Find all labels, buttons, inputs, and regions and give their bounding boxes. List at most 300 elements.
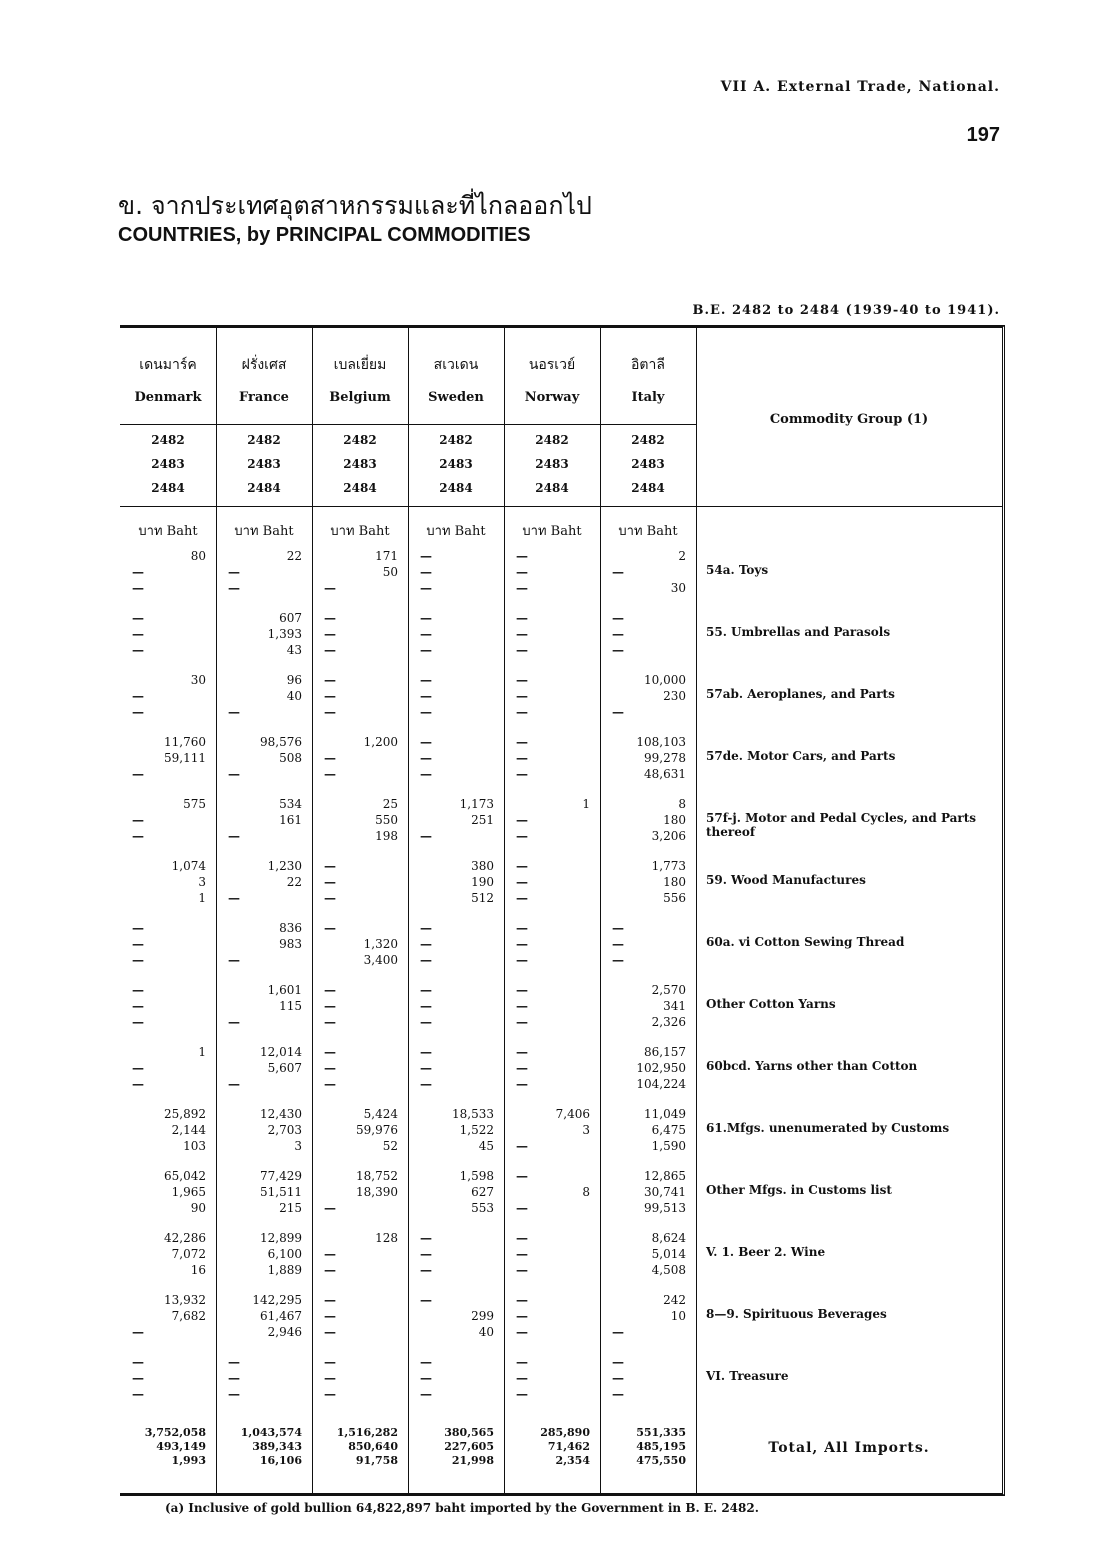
table-cell xyxy=(312,1106,408,1160)
cell-value: — xyxy=(324,643,336,657)
cell-value: 1,393 xyxy=(267,627,302,641)
cell-value: — xyxy=(132,565,144,579)
table-cell xyxy=(312,1354,408,1408)
trade-table xyxy=(120,325,1005,1496)
cell-value: 4,508 xyxy=(651,1263,686,1277)
cell-value: 77,429 xyxy=(260,1169,302,1183)
table-cell xyxy=(600,796,696,850)
cell-value: — xyxy=(132,1355,144,1369)
cell-value: 6,100 xyxy=(267,1247,302,1261)
cell-value: 2,946 xyxy=(267,1325,302,1339)
cell-value: 1,601 xyxy=(267,983,302,997)
cell-value: 5,424 xyxy=(363,1107,398,1121)
total-cell xyxy=(408,1426,504,1468)
cell-value: — xyxy=(420,767,432,781)
table-cell xyxy=(216,1292,312,1346)
cell-value: — xyxy=(612,1355,624,1369)
year-label: 2484 xyxy=(631,481,665,495)
table-cell xyxy=(216,1044,312,1098)
table-cell xyxy=(504,1044,600,1098)
cell-value: 30 xyxy=(190,673,206,687)
cell-value: 98,576 xyxy=(260,735,302,749)
cell-value: 12,430 xyxy=(260,1107,302,1121)
cell-value: 2,570 xyxy=(651,983,686,997)
cell-value: — xyxy=(516,1201,528,1215)
cell-value: 99,278 xyxy=(644,751,686,765)
cell-value: 10,000 xyxy=(644,673,686,687)
cell-value: — xyxy=(516,875,528,889)
cell-value: — xyxy=(132,1015,144,1029)
cell-value: — xyxy=(420,1061,432,1075)
cell-value: — xyxy=(420,1015,432,1029)
table-cell xyxy=(216,734,312,788)
cell-value: — xyxy=(420,937,432,951)
country-name-thai: ฝรั่งเศส xyxy=(241,357,287,373)
column-divider xyxy=(696,328,697,1493)
cell-value: — xyxy=(324,1355,336,1369)
table-cell xyxy=(408,920,504,974)
cell-value: — xyxy=(420,829,432,843)
cell-value: 556 xyxy=(663,891,686,905)
cell-value: — xyxy=(516,1061,528,1075)
total-value: 493,149 xyxy=(156,1440,206,1453)
commodity-label: 55. Umbrellas and Parasols xyxy=(706,625,891,639)
table-cell xyxy=(600,1168,696,1222)
cell-value: 242 xyxy=(663,1293,686,1307)
country-name-english: Belgium xyxy=(329,390,391,405)
cell-value: — xyxy=(228,1371,240,1385)
cell-value: 59,111 xyxy=(164,751,206,765)
cell-value: 30,741 xyxy=(644,1185,686,1199)
page-number: 197 xyxy=(966,124,1000,146)
cell-value: 161 xyxy=(279,813,302,827)
year-label: 2484 xyxy=(247,481,281,495)
total-value: 71,462 xyxy=(547,1440,590,1453)
cell-value: 3 xyxy=(198,875,206,889)
total-value: 850,640 xyxy=(348,1440,398,1453)
cell-value: — xyxy=(132,1061,144,1075)
table-cell xyxy=(504,796,600,850)
cell-value: 171 xyxy=(375,549,398,563)
table-cell xyxy=(504,920,600,974)
cell-value: — xyxy=(612,705,624,719)
table-cell xyxy=(600,920,696,974)
table-cell xyxy=(408,1354,504,1408)
table-cell xyxy=(408,610,504,664)
cell-value: — xyxy=(132,643,144,657)
year-label: 2482 xyxy=(151,433,185,447)
cell-value: — xyxy=(420,611,432,625)
cell-value: — xyxy=(132,1387,144,1401)
cell-value: — xyxy=(420,953,432,967)
cell-value: — xyxy=(516,767,528,781)
total-value: 3,752,058 xyxy=(144,1426,206,1439)
cell-value: — xyxy=(324,1263,336,1277)
table-cell xyxy=(600,548,696,602)
cell-value: — xyxy=(132,689,144,703)
cell-value: 299 xyxy=(471,1309,494,1323)
table-cell xyxy=(408,1292,504,1346)
title-english: COUNTRIES, by PRINCIPAL COMMODITIES xyxy=(118,224,531,246)
cell-value: 3,206 xyxy=(651,829,686,843)
cell-value: — xyxy=(612,953,624,967)
table-cell xyxy=(600,1292,696,1346)
cell-value: 12,014 xyxy=(260,1045,302,1059)
cell-value: — xyxy=(132,581,144,595)
cell-value: — xyxy=(516,689,528,703)
cell-value: 8 xyxy=(582,1185,590,1199)
table-cell xyxy=(600,1354,696,1408)
table-cell xyxy=(600,610,696,664)
year-label: 2483 xyxy=(631,457,665,471)
table-cell xyxy=(216,1106,312,1160)
commodity-label: 60a. vi Cotton Sewing Thread xyxy=(706,935,905,949)
table-cell xyxy=(600,1044,696,1098)
cell-value: 103 xyxy=(183,1139,206,1153)
cell-value: — xyxy=(516,1139,528,1153)
table-cell xyxy=(408,1044,504,1098)
cell-value: — xyxy=(132,921,144,935)
cell-value: 142,295 xyxy=(252,1293,302,1307)
footnote: (a) Inclusive of gold bullion 64,822,897 baht imported by the Government in B. E. 2482. xyxy=(165,1501,759,1515)
table-cell xyxy=(120,1106,216,1160)
cell-value: — xyxy=(228,891,240,905)
cell-value: 1 xyxy=(198,891,206,905)
cell-value: 7,682 xyxy=(171,1309,206,1323)
cell-value: 102,950 xyxy=(636,1061,686,1075)
unit-label: บาท Baht xyxy=(522,524,582,539)
table-cell xyxy=(312,734,408,788)
year-label: 2484 xyxy=(439,481,473,495)
header-rule-full xyxy=(120,506,1002,507)
cell-value: — xyxy=(612,937,624,951)
cell-value: 16 xyxy=(190,1263,206,1277)
cell-value: — xyxy=(228,1355,240,1369)
country-name-thai: เบลเยี่ยม xyxy=(333,357,387,373)
table-cell xyxy=(504,982,600,1036)
total-value: 16,106 xyxy=(259,1454,302,1467)
cell-value: — xyxy=(324,921,336,935)
table-cell xyxy=(600,858,696,912)
cell-value: 12,865 xyxy=(644,1169,686,1183)
total-cell xyxy=(312,1426,408,1468)
country-name-thai: เดนมาร์ค xyxy=(139,357,197,373)
commodity-label: 57f-j. Motor and Pedal Cycles, and Parts thereof xyxy=(706,811,977,839)
cell-value: 180 xyxy=(663,813,686,827)
cell-value: 59,976 xyxy=(356,1123,398,1137)
cell-value: — xyxy=(324,1061,336,1075)
cell-value: — xyxy=(324,891,336,905)
total-value: 1,516,282 xyxy=(336,1426,398,1439)
total-value: 2,354 xyxy=(555,1454,590,1467)
cell-value: 52 xyxy=(382,1139,398,1153)
cell-value: — xyxy=(324,767,336,781)
commodity-label: 57de. Motor Cars, and Parts xyxy=(706,749,896,763)
cell-value: — xyxy=(420,643,432,657)
section-header: VII A. External Trade, National. xyxy=(720,79,1000,95)
total-cell xyxy=(600,1426,696,1468)
cell-value: 1,598 xyxy=(459,1169,494,1183)
table-cell xyxy=(600,734,696,788)
year-label: 2482 xyxy=(439,433,473,447)
total-cell xyxy=(120,1426,216,1468)
cell-value: — xyxy=(612,643,624,657)
cell-value: 90 xyxy=(190,1201,206,1215)
cell-value: 51,511 xyxy=(260,1185,302,1199)
table-cell xyxy=(120,982,216,1036)
table-cell xyxy=(408,796,504,850)
commodity-label: 61.Mfgs. unenumerated by Customs xyxy=(706,1121,950,1135)
country-name-english: France xyxy=(239,390,289,405)
cell-value: — xyxy=(516,999,528,1013)
year-label: 2483 xyxy=(151,457,185,471)
cell-value: — xyxy=(516,1371,528,1385)
cell-value: — xyxy=(516,937,528,951)
table-cell xyxy=(120,796,216,850)
cell-value: 65,042 xyxy=(164,1169,206,1183)
cell-value: 512 xyxy=(471,891,494,905)
cell-value: — xyxy=(516,1355,528,1369)
table-cell xyxy=(504,1106,600,1160)
cell-value: 18,533 xyxy=(452,1107,494,1121)
table-cell xyxy=(312,1292,408,1346)
cell-value: — xyxy=(324,1325,336,1339)
commodity-label: 8—9. Spirituous Beverages xyxy=(706,1307,887,1321)
cell-value: — xyxy=(516,859,528,873)
cell-value: 1,200 xyxy=(363,735,398,749)
cell-value: 1 xyxy=(582,797,590,811)
table-cell xyxy=(312,920,408,974)
cell-value: — xyxy=(516,921,528,935)
total-value: 1,043,574 xyxy=(240,1426,302,1439)
cell-value: 25,892 xyxy=(164,1107,206,1121)
period-label: B.E. 2482 to 2484 (1939-40 to 1941). xyxy=(692,303,1000,318)
table-cell xyxy=(600,1106,696,1160)
cell-value: 3,400 xyxy=(363,953,398,967)
cell-value: 553 xyxy=(471,1201,494,1215)
table-cell xyxy=(408,982,504,1036)
cell-value: — xyxy=(420,689,432,703)
table-cell xyxy=(312,1230,408,1284)
total-value: 91,758 xyxy=(355,1454,398,1467)
table-cell xyxy=(120,1168,216,1222)
unit-label: บาท Baht xyxy=(234,524,294,539)
year-label: 2482 xyxy=(631,433,665,447)
cell-value: — xyxy=(516,891,528,905)
table-cell xyxy=(408,734,504,788)
cell-value: 11,049 xyxy=(644,1107,686,1121)
cell-value: — xyxy=(324,689,336,703)
cell-value: — xyxy=(132,937,144,951)
year-label: 2483 xyxy=(535,457,569,471)
year-label: 2482 xyxy=(247,433,281,447)
cell-value: — xyxy=(516,735,528,749)
table-cell xyxy=(120,610,216,664)
cell-value: — xyxy=(228,829,240,843)
cell-value: — xyxy=(612,627,624,641)
country-name-english: Norway xyxy=(524,390,580,405)
cell-value: 2,326 xyxy=(651,1015,686,1029)
cell-value: 8,624 xyxy=(651,1231,686,1245)
cell-value: 180 xyxy=(663,875,686,889)
cell-value: — xyxy=(516,1309,528,1323)
table-cell xyxy=(504,858,600,912)
total-cell xyxy=(504,1426,600,1468)
cell-value: — xyxy=(516,813,528,827)
table-cell xyxy=(408,858,504,912)
cell-value: 534 xyxy=(279,797,302,811)
cell-value: 1,320 xyxy=(363,937,398,951)
cell-value: — xyxy=(516,611,528,625)
cell-value: — xyxy=(612,1325,624,1339)
table-cell xyxy=(216,672,312,726)
commodity-group-header: Commodity Group (1) xyxy=(769,412,929,427)
cell-value: 96 xyxy=(286,673,302,687)
cell-value: — xyxy=(132,813,144,827)
cell-value: — xyxy=(420,1355,432,1369)
cell-value: 1 xyxy=(198,1045,206,1059)
cell-value: 1,074 xyxy=(171,859,206,873)
cell-value: — xyxy=(324,1387,336,1401)
cell-value: — xyxy=(516,1169,528,1183)
cell-value: — xyxy=(228,767,240,781)
cell-value: — xyxy=(420,1077,432,1091)
cell-value: 983 xyxy=(279,937,302,951)
cell-value: 40 xyxy=(286,689,302,703)
cell-value: 230 xyxy=(663,689,686,703)
cell-value: — xyxy=(324,875,336,889)
table-cell xyxy=(312,982,408,1036)
cell-value: 1,173 xyxy=(459,797,494,811)
cell-value: — xyxy=(516,751,528,765)
commodity-label: 60bcd. Yarns other than Cotton xyxy=(706,1059,918,1073)
cell-value: 80 xyxy=(190,549,206,563)
cell-value: — xyxy=(324,611,336,625)
cell-value: 1,773 xyxy=(651,859,686,873)
cell-value: 215 xyxy=(279,1201,302,1215)
cell-value: — xyxy=(132,611,144,625)
cell-value: — xyxy=(324,999,336,1013)
cell-value: — xyxy=(132,829,144,843)
table-cell xyxy=(600,1230,696,1284)
cell-value: — xyxy=(516,1015,528,1029)
year-label: 2483 xyxy=(343,457,377,471)
cell-value: 3 xyxy=(294,1139,302,1153)
cell-value: — xyxy=(420,1231,432,1245)
cell-value: — xyxy=(324,581,336,595)
cell-value: — xyxy=(228,1015,240,1029)
cell-value: — xyxy=(324,1293,336,1307)
cell-value: — xyxy=(132,705,144,719)
cell-value: — xyxy=(228,705,240,719)
cell-value: 380 xyxy=(471,859,494,873)
cell-value: 43 xyxy=(286,643,302,657)
table-cell xyxy=(504,548,600,602)
year-label: 2482 xyxy=(535,433,569,447)
cell-value: 6,475 xyxy=(651,1123,686,1137)
cell-value: 1,590 xyxy=(651,1139,686,1153)
commodity-label: Other Mfgs. in Customs list xyxy=(706,1183,892,1197)
table-cell xyxy=(216,1168,312,1222)
cell-value: — xyxy=(324,705,336,719)
table-cell xyxy=(216,610,312,664)
unit-label: บาท Baht xyxy=(618,524,678,539)
cell-value: — xyxy=(420,549,432,563)
table-cell xyxy=(216,982,312,1036)
table-cell xyxy=(120,920,216,974)
table-cell xyxy=(120,858,216,912)
cell-value: — xyxy=(516,627,528,641)
year-label: 2483 xyxy=(439,457,473,471)
cell-value: — xyxy=(516,1247,528,1261)
year-label: 2484 xyxy=(535,481,569,495)
table-cell xyxy=(504,610,600,664)
commodity-label: VI. Treasure xyxy=(706,1369,789,1383)
cell-value: — xyxy=(324,983,336,997)
table-cell xyxy=(600,982,696,1036)
total-value: 475,550 xyxy=(636,1454,686,1467)
cell-value: — xyxy=(516,1387,528,1401)
cell-value: — xyxy=(132,767,144,781)
total-value: 285,890 xyxy=(540,1426,590,1439)
table-cell xyxy=(216,796,312,850)
cell-value: 61,467 xyxy=(260,1309,302,1323)
total-value: 21,998 xyxy=(451,1454,494,1467)
cell-value: 2 xyxy=(678,549,686,563)
cell-value: — xyxy=(324,1247,336,1261)
table-cell xyxy=(408,1106,504,1160)
table-cell xyxy=(600,672,696,726)
cell-value: — xyxy=(516,673,528,687)
cell-value: — xyxy=(516,1077,528,1091)
cell-value: — xyxy=(132,999,144,1013)
total-value: 227,605 xyxy=(444,1440,494,1453)
cell-value: — xyxy=(420,1293,432,1307)
cell-value: — xyxy=(420,921,432,935)
cell-value: — xyxy=(324,1077,336,1091)
table-cell xyxy=(504,672,600,726)
cell-value: — xyxy=(516,1263,528,1277)
year-label: 2483 xyxy=(247,457,281,471)
table-cell xyxy=(120,1044,216,1098)
cell-value: — xyxy=(324,1015,336,1029)
cell-value: — xyxy=(516,1325,528,1339)
cell-value: 18,752 xyxy=(356,1169,398,1183)
commodity-label: Other Cotton Yarns xyxy=(706,997,836,1011)
cell-value: 13,932 xyxy=(164,1293,206,1307)
cell-value: — xyxy=(612,611,624,625)
cell-value: — xyxy=(612,1371,624,1385)
cell-value: 5,607 xyxy=(267,1061,302,1075)
cell-value: — xyxy=(324,859,336,873)
cell-value: — xyxy=(228,1387,240,1401)
table-cell xyxy=(216,858,312,912)
total-value: 389,343 xyxy=(252,1440,302,1453)
country-name-thai: สเวเดน xyxy=(433,357,479,373)
cell-value: 1,230 xyxy=(267,859,302,873)
cell-value: — xyxy=(516,829,528,843)
table-cell xyxy=(504,1354,600,1408)
cell-value: — xyxy=(420,751,432,765)
cell-value: — xyxy=(420,999,432,1013)
cell-value: 1,522 xyxy=(459,1123,494,1137)
cell-value: — xyxy=(516,983,528,997)
cell-value: 45 xyxy=(478,1139,494,1153)
cell-value: 30 xyxy=(670,581,686,595)
table-cell xyxy=(312,548,408,602)
cell-value: — xyxy=(324,1045,336,1059)
table-cell xyxy=(504,734,600,788)
